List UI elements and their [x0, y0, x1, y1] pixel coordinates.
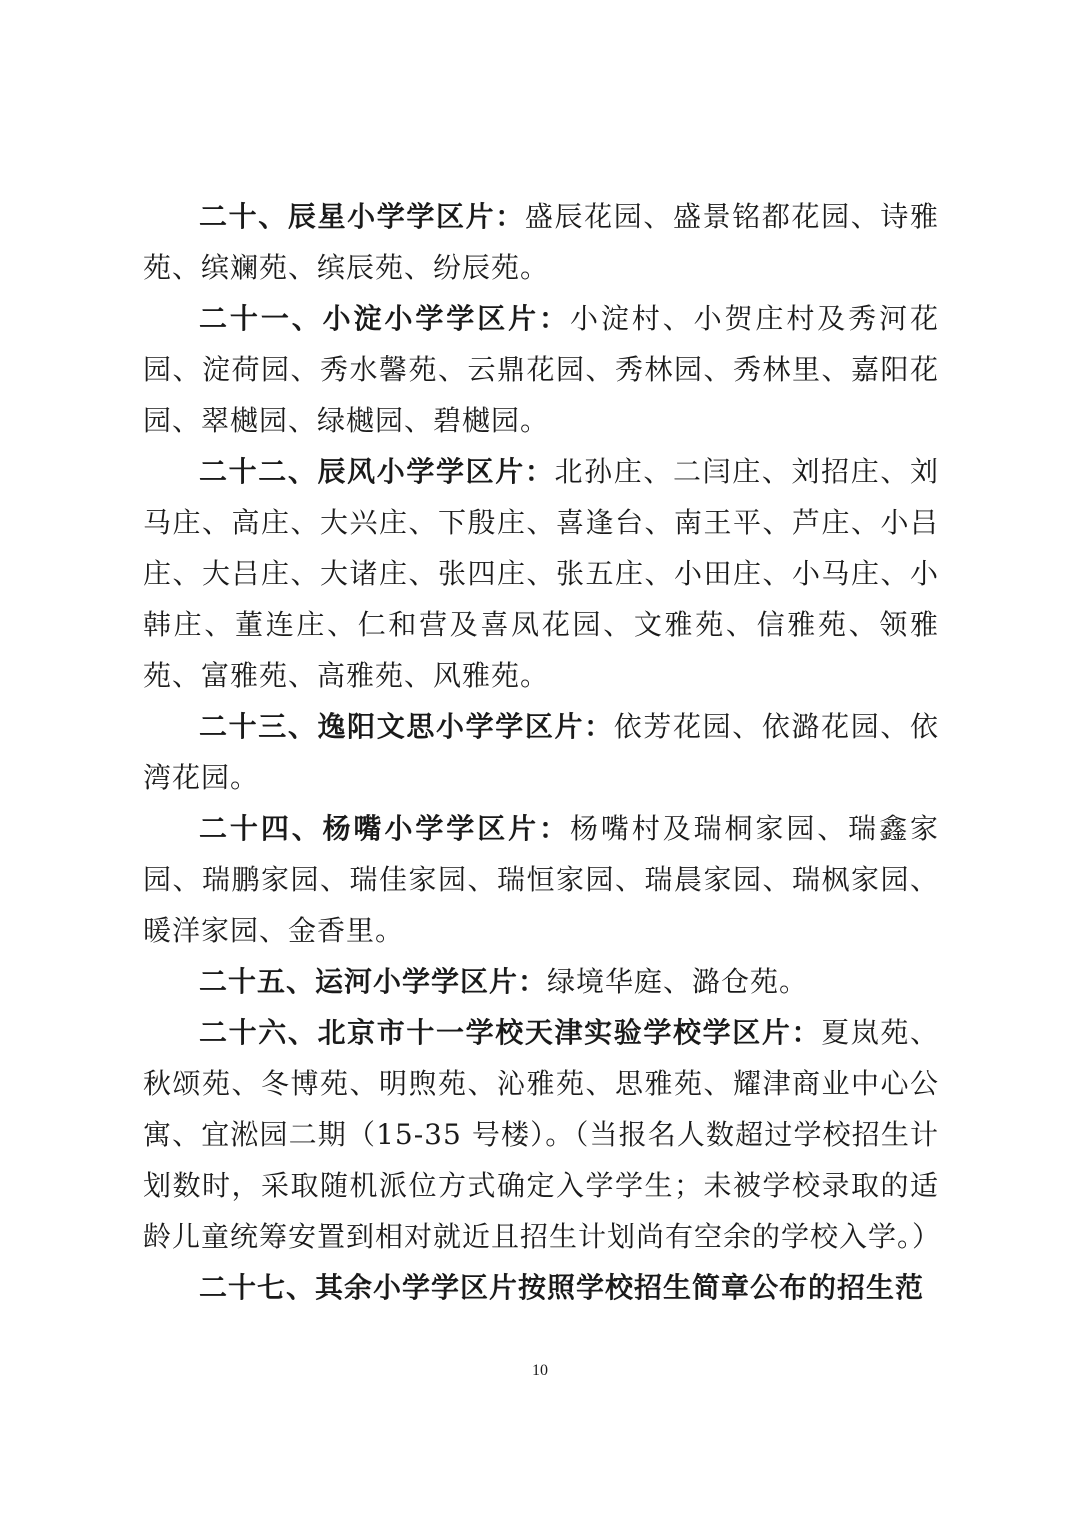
paragraph-body: 夏岚苑、秋颂苑、冬博苑、明煦苑、沁雅苑、思雅苑、耀津商业中心公寓、宜淞园二期（15-35 号楼）。（当报名人数超过学校招生计划数时，采取随机派位方式确定入学学生；未被学校录取的适龄儿童统筹安置到相对就近且招生计划尚有空余的学校入学。） — [143, 1016, 942, 1253]
paragraph-22 — [143, 446, 939, 701]
paragraph-heading: 二十四、杨嘴小学学区片： — [199, 812, 570, 845]
paragraph-body: 小淀村、小贺庄村及秀河花园、淀荷园、秀水馨苑、云鼎花园、秀林园、秀林里、嘉阳花园、翠樾园、绿樾园、碧樾园。 — [143, 302, 939, 437]
paragraph-heading: 二十五、运河小学学区片： — [199, 965, 548, 998]
paragraph-heading: 二十六、北京市十一学校天津实验学校学区片： — [199, 1016, 822, 1049]
paragraph-body: 依芳花园、依潞花园、依湾花园。 — [143, 710, 939, 794]
paragraph-23 — [143, 701, 939, 803]
document-body — [143, 191, 942, 1313]
paragraph-heading: 二十三、逸阳文思小学学区片： — [199, 710, 614, 743]
paragraph-body: 杨嘴村及瑞桐家园、瑞鑫家园、瑞鹏家园、瑞佳家园、瑞恒家园、瑞晨家园、瑞枫家园、暖洋家园、金香里。 — [143, 812, 939, 947]
paragraph-25 — [143, 956, 939, 1007]
paragraph-heading: 二十七、其余小学学区片按照学校招生简章公布的招生范 — [199, 1271, 925, 1304]
paragraph-heading: 二十、辰星小学学区片： — [199, 200, 525, 233]
paragraph-body: 盛辰花园、盛景铭都花园、诗雅苑、缤斓苑、缤辰苑、纷辰苑。 — [143, 200, 939, 284]
paragraph-26 — [143, 1007, 942, 1262]
paragraph-20 — [143, 191, 939, 293]
paragraph-body: 北孙庄、二闫庄、刘招庄、刘马庄、高庄、大兴庄、下殷庄、喜逢台、南王平、芦庄、小吕庄、大吕庄、大诸庄、张四庄、张五庄、小田庄、小马庄、小韩庄、董连庄、仁和营及喜凤花园、文雅苑、信雅苑、领雅苑、富雅苑、高雅苑、风雅苑。 — [143, 455, 939, 692]
paragraph-24 — [143, 803, 939, 956]
paragraph-body: 绿境华庭、潞仓苑。 — [547, 965, 809, 998]
paragraph-heading: 二十二、辰风小学学区片： — [199, 455, 555, 488]
paragraph-heading: 二十一、小淀小学学区片： — [199, 302, 570, 335]
paragraph-21 — [143, 293, 939, 446]
page-number: 10 — [532, 1362, 548, 1379]
paragraph-27 — [143, 1262, 939, 1313]
